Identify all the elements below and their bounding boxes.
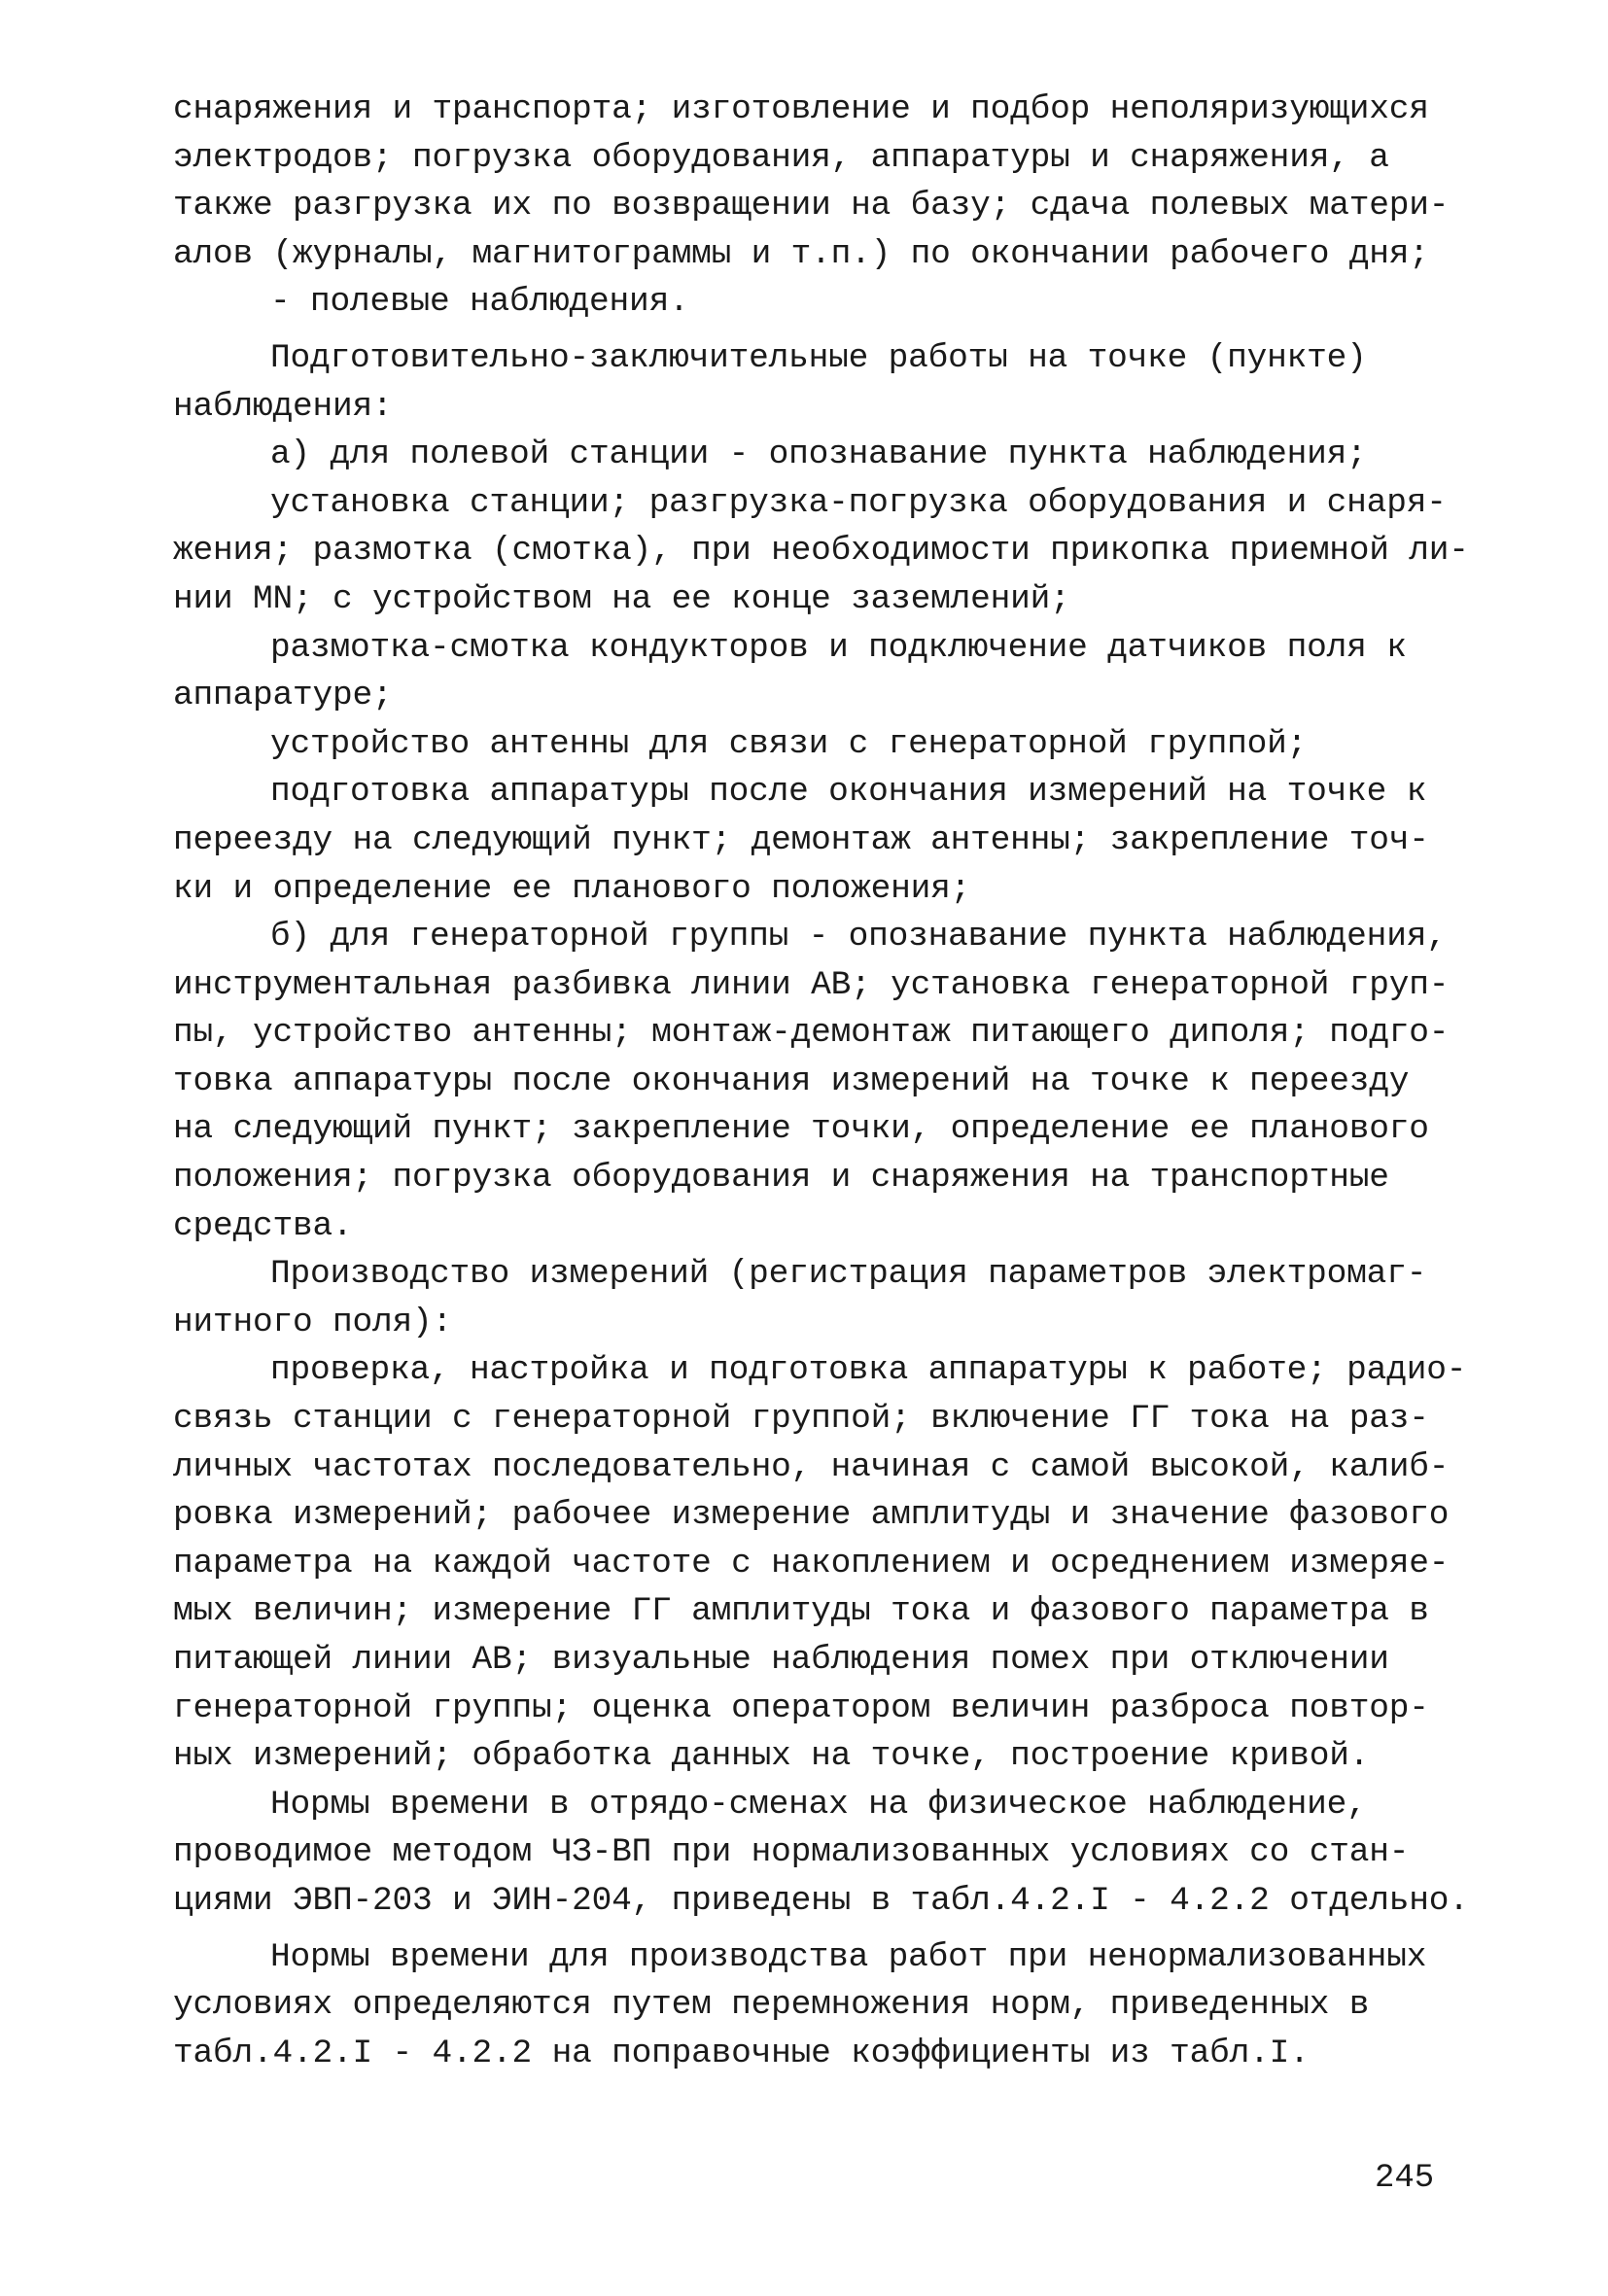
text-line: Подготовительно-заключительные работы на точке (пункте)	[270, 338, 1367, 377]
text-line: личных частотах последовательно, начиная с самой высокой, калиб-	[173, 1447, 1450, 1486]
text-line: аппаратуре;	[173, 677, 393, 715]
text-line: ных измерений; обработка данных на точке, построение кривой.	[173, 1737, 1370, 1776]
text-line: на следующий пункт; закрепление точки, определение ее планового	[173, 1110, 1429, 1149]
text-line: нии MN; с устройством на ее конце заземлений;	[173, 579, 1070, 618]
text-line: переезду на следующий пункт; демонтаж антенны; закрепление точ-	[173, 820, 1429, 859]
text-line: Нормы времени в отрядо-сменах на физическое наблюдение,	[270, 1785, 1367, 1824]
text-line: жения; размотка (смотка), при необходимости прикопка приемной ли-	[173, 532, 1469, 571]
text-line: циями ЭВП-203 и ЭИН-204, приведены в табл.4.2.I - 4.2.2 отдельно.	[173, 1881, 1469, 1920]
text-line: наблюдения:	[173, 387, 393, 426]
text-line: табл.4.2.I - 4.2.2 на поправочные коэффициенты из табл.I.	[173, 2034, 1310, 2072]
text-line: а) для полевой станции - опознавание пункта наблюдения;	[270, 435, 1367, 474]
text-line: - полевые наблюдения.	[270, 283, 689, 322]
text-line: установка станции; разгрузка-погрузка оборудования и снаря-	[270, 483, 1447, 522]
text-line: Производство измерений (регистрация параметров электромаг-	[270, 1255, 1427, 1294]
text-line: проводимое методом ЧЗ-ВП при нормализованных условиях со стан-	[173, 1833, 1410, 1872]
text-line: размотка-смотка кондукторов и подключение датчиков поля к	[270, 628, 1407, 667]
text-line: условиях определяются путем перемножения норм, приведенных в	[173, 1986, 1370, 2025]
text-line: проверка, настройка и подготовка аппаратуры к работе; радио-	[270, 1351, 1467, 1390]
text-line: средства.	[173, 1206, 353, 1245]
text-line: подготовка аппаратуры после окончания измерений на точке к	[270, 773, 1427, 812]
text-line: также разгрузка их по возвращении на базу; сдача полевых матери-	[173, 187, 1450, 226]
text-line: инструментальная разбивка линии АВ; установка генераторной груп-	[173, 965, 1450, 1004]
text-line: питающей линии АВ; визуальные наблюдения помех при отключении	[173, 1641, 1389, 1679]
text-line: электродов; погрузка оборудования, аппаратуры и снаряжения, а	[173, 138, 1389, 177]
text-line: положения; погрузка оборудования и снаряжения на транспортные	[173, 1159, 1389, 1198]
text-line: связь станции с генераторной группой; включение ГГ тока на раз-	[173, 1400, 1429, 1439]
text-line: снаряжения и транспорта; изготовление и подбор неполяризующихся	[173, 90, 1429, 128]
text-line: нитного поля):	[173, 1303, 453, 1341]
text-line: устройство антенны для связи с генераторной группой;	[270, 724, 1308, 763]
text-line: Нормы времени для производства работ при ненормализованных	[270, 1937, 1427, 1976]
text-line: пы, устройство антенны; монтаж-демонтаж питающего диполя; подго-	[173, 1014, 1450, 1053]
text-line: параметра на каждой частоте с накоплением и осреднением измеряе-	[173, 1544, 1450, 1583]
text-line: ровка измерений; рабочее измерение амплитуды и значение фазового	[173, 1496, 1450, 1535]
text-line: мых величин; измерение ГГ амплитуды тока и фазового параметра в	[173, 1592, 1429, 1631]
text-line: товка аппаратуры после окончания измерений на точке к переезду	[173, 1061, 1410, 1100]
text-line: ки и определение ее планового положения;	[173, 869, 971, 908]
text-line: генераторной группы; оценка оператором величин разброса повтор-	[173, 1688, 1429, 1727]
text-line: б) для генераторной группы - опознавание пункта наблюдения,	[270, 918, 1447, 957]
document-body	[173, 86, 1476, 2077]
text-line: алов (журналы, магнитограммы и т.п.) по окончании рабочего дня;	[173, 234, 1429, 273]
page-number: 245	[1375, 2160, 1435, 2197]
